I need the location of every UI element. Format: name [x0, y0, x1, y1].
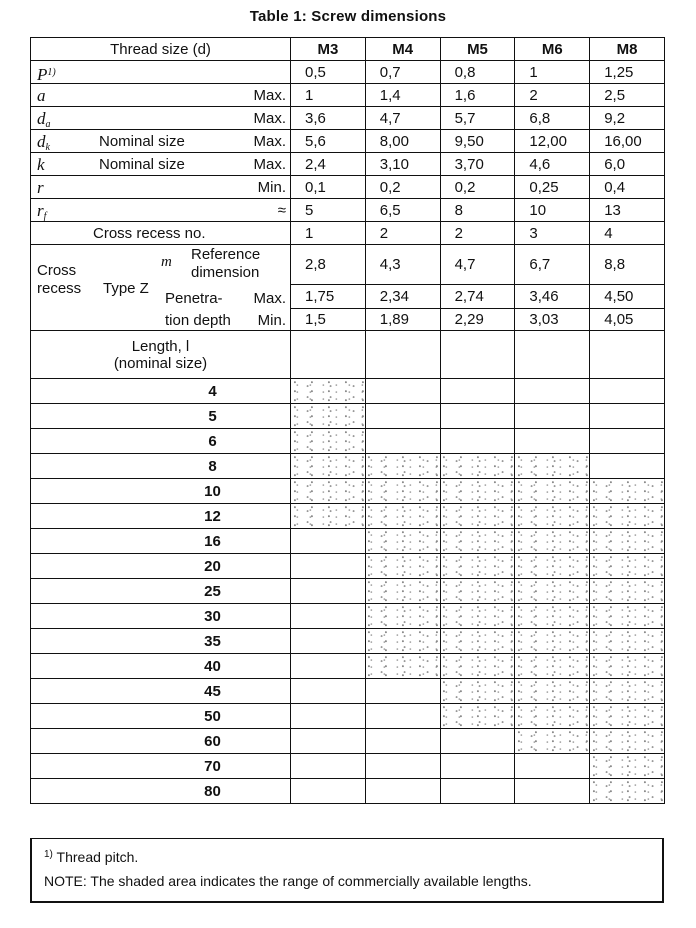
value-cell: 5,7 [440, 107, 515, 130]
value-cell: 1 [515, 61, 590, 84]
length-cell [515, 404, 590, 429]
empty-cell [440, 331, 515, 379]
size-header: M8 [590, 38, 665, 61]
length-row [31, 729, 665, 754]
available-length-cell [365, 554, 440, 579]
value-cell: 6,0 [590, 153, 665, 176]
available-length-cell [365, 504, 440, 529]
length-cell [291, 529, 366, 554]
length-cell [291, 629, 366, 654]
length-cell [365, 379, 440, 404]
max-label: Max. [253, 289, 286, 307]
value-cell: 2,34 [365, 285, 440, 309]
value-cell: 1 [291, 84, 366, 107]
value-cell: 2,29 [440, 309, 515, 331]
available-length-cell [515, 604, 590, 629]
value-cell: 1,75 [291, 285, 366, 309]
available-length-cell [590, 529, 665, 554]
length-cell [515, 754, 590, 779]
size-header: M4 [365, 38, 440, 61]
available-length-cell [515, 729, 590, 754]
available-length-cell [440, 479, 515, 504]
length-cell [515, 429, 590, 454]
value-cell: 4 [590, 222, 665, 245]
min-label: Min. [257, 311, 286, 329]
available-length-cell [590, 679, 665, 704]
value-cell: 4,50 [590, 285, 665, 309]
symbol-subscript: f [43, 211, 47, 222]
available-length-cell [515, 554, 590, 579]
length-cell [440, 754, 515, 779]
value-cell: 2,8 [291, 245, 366, 285]
length-row [31, 454, 665, 479]
value-cell: 5 [291, 199, 366, 222]
size-header: M5 [440, 38, 515, 61]
symbol-text: P [37, 65, 48, 84]
length-value: 16 [31, 529, 291, 554]
available-length-cell [590, 654, 665, 679]
reference-label-1: Reference [191, 246, 261, 263]
cross-recess-row [31, 309, 665, 331]
length-sublabel: (nominal size) [113, 354, 208, 372]
symbol-text: r [37, 201, 44, 220]
available-length-cell [291, 479, 366, 504]
value-cell: 0,4 [590, 176, 665, 199]
footnote-pitch [44, 849, 650, 865]
available-length-cell [590, 729, 665, 754]
cross-recess-label-2: recess [37, 280, 82, 297]
length-value: 70 [31, 754, 291, 779]
length-cell [365, 429, 440, 454]
available-length-cell [515, 704, 590, 729]
available-length-cell [440, 604, 515, 629]
value-cell: 2,5 [590, 84, 665, 107]
length-row [31, 679, 665, 704]
length-cell [291, 754, 366, 779]
symbol-text: a [37, 86, 46, 105]
length-cell [590, 429, 665, 454]
parameter-row [31, 176, 665, 199]
length-row [31, 479, 665, 504]
length-cell [515, 379, 590, 404]
length-value: 4 [31, 379, 291, 404]
cross-recess-row [31, 245, 665, 285]
available-length-cell [590, 629, 665, 654]
available-length-cell [590, 754, 665, 779]
value-cell: 0,1 [291, 176, 366, 199]
symbol-subscript: k [45, 142, 50, 153]
available-length-cell [291, 504, 366, 529]
size-header: M3 [291, 38, 366, 61]
length-value: 5 [31, 404, 291, 429]
value-cell: 9,50 [440, 130, 515, 153]
value-cell: 1,5 [291, 309, 366, 331]
footnote-text: Thread pitch. [56, 849, 139, 865]
value-cell: 1 [291, 222, 366, 245]
value-cell: 2 [440, 222, 515, 245]
length-value: 60 [31, 729, 291, 754]
value-cell: 9,2 [590, 107, 665, 130]
available-length-cell [515, 504, 590, 529]
parameter-symbol [37, 155, 45, 174]
available-length-cell [590, 554, 665, 579]
value-cell: 1,6 [440, 84, 515, 107]
available-length-cell [365, 654, 440, 679]
length-cell [365, 404, 440, 429]
available-length-cell [365, 604, 440, 629]
value-cell: 0,5 [291, 61, 366, 84]
empty-cell [291, 331, 366, 379]
value-cell: 2,74 [440, 285, 515, 309]
parameter-row [31, 84, 665, 107]
length-header-row [31, 331, 665, 379]
cross-recess-label-1: Cross [37, 262, 77, 279]
length-cell [365, 779, 440, 804]
cross-recess-row [31, 222, 665, 245]
length-row [31, 404, 665, 429]
symbol-text: d [37, 109, 46, 128]
value-cell: 13 [590, 199, 665, 222]
value-cell: 3,6 [291, 107, 366, 130]
parameter-label-cell [31, 84, 291, 107]
length-row [31, 579, 665, 604]
parameter-limit: Max. [253, 156, 286, 173]
value-cell: 1,4 [365, 84, 440, 107]
available-length-cell [590, 704, 665, 729]
footnotes [30, 838, 664, 903]
value-cell: 6,7 [515, 245, 590, 285]
value-cell: 4,6 [515, 153, 590, 176]
available-length-cell [440, 579, 515, 604]
available-length-cell [291, 404, 366, 429]
symbol-text: k [37, 155, 45, 174]
length-row [31, 629, 665, 654]
length-row [31, 379, 665, 404]
available-length-cell [365, 579, 440, 604]
available-length-cell [440, 454, 515, 479]
empty-cell [515, 331, 590, 379]
length-cell [291, 729, 366, 754]
length-value: 40 [31, 654, 291, 679]
symbol-subscript: a [45, 119, 51, 130]
length-cell [365, 704, 440, 729]
cross-recess-label-cell [31, 222, 291, 245]
length-cell [515, 779, 590, 804]
value-cell: 6,5 [365, 199, 440, 222]
value-cell: 4,3 [365, 245, 440, 285]
cross-recess-label-cell [31, 285, 291, 309]
value-cell: 4,05 [590, 309, 665, 331]
parameter-row [31, 61, 665, 84]
size-header: M6 [515, 38, 590, 61]
value-cell: 1,25 [590, 61, 665, 84]
cross-recess-row [31, 285, 665, 309]
value-cell: 4,7 [365, 107, 440, 130]
available-length-cell [291, 379, 366, 404]
value-cell: 0,2 [365, 176, 440, 199]
table-title: Table 1: Screw dimensions [249, 8, 447, 25]
parameter-symbol [37, 201, 46, 222]
header-row [31, 38, 665, 61]
value-cell: 2 [515, 84, 590, 107]
value-cell: 3,46 [515, 285, 590, 309]
available-length-cell [440, 554, 515, 579]
parameter-row [31, 199, 665, 222]
length-cell [590, 454, 665, 479]
available-length-cell [440, 629, 515, 654]
reference-label-2: dimension [191, 264, 260, 281]
length-cell [365, 679, 440, 704]
value-cell: 8 [440, 199, 515, 222]
value-cell: 1,89 [365, 309, 440, 331]
available-length-cell [291, 454, 366, 479]
length-cell [291, 679, 366, 704]
parameter-limit: Max. [253, 87, 286, 104]
available-length-cell [515, 579, 590, 604]
value-cell: 0,2 [440, 176, 515, 199]
thread-size-header [31, 38, 291, 61]
length-cell [291, 604, 366, 629]
footnote-mark: 1) [44, 849, 53, 860]
parameter-symbol [37, 109, 51, 130]
cross-recess-label-cell [31, 245, 291, 297]
value-cell: 3 [515, 222, 590, 245]
symbol-text: r [37, 178, 44, 197]
parameter-limit: Max. [253, 133, 286, 150]
parameter-limit: Min. [257, 179, 286, 196]
value-cell: 0,8 [440, 61, 515, 84]
cross-recess-label-cell [31, 309, 291, 331]
length-value: 45 [31, 679, 291, 704]
value-cell: 10 [515, 199, 590, 222]
available-length-cell [590, 604, 665, 629]
length-cell [440, 379, 515, 404]
available-length-cell [440, 654, 515, 679]
length-row [31, 779, 665, 804]
penetration-label-2: tion depth [165, 311, 231, 329]
available-length-cell [515, 479, 590, 504]
parameter-row [31, 130, 665, 153]
value-cell: 4,7 [440, 245, 515, 285]
length-value: 6 [31, 429, 291, 454]
available-length-cell [365, 629, 440, 654]
penetration-label-1: Penetra- [165, 289, 223, 307]
value-cell: 3,70 [440, 153, 515, 176]
available-length-cell [515, 454, 590, 479]
length-cell [365, 729, 440, 754]
length-row [31, 529, 665, 554]
length-value: 10 [31, 479, 291, 504]
length-value: 50 [31, 704, 291, 729]
available-length-cell [515, 654, 590, 679]
length-row [31, 429, 665, 454]
screw-dimensions-table [30, 37, 665, 804]
length-cell [291, 554, 366, 579]
value-cell: 2 [365, 222, 440, 245]
value-cell: 2,4 [291, 153, 366, 176]
available-length-cell [590, 579, 665, 604]
length-cell [440, 779, 515, 804]
parameter-symbol [37, 86, 46, 105]
symbol-superscript: 1) [47, 67, 56, 78]
length-row [31, 754, 665, 779]
length-value: 20 [31, 554, 291, 579]
length-header-cell [31, 331, 291, 379]
length-label: Length, l [131, 337, 190, 355]
available-length-cell [515, 679, 590, 704]
parameter-label-cell [31, 199, 291, 222]
type-z-label: Type Z [103, 280, 149, 297]
length-value: 8 [31, 454, 291, 479]
length-cell [440, 729, 515, 754]
parameter-row [31, 153, 665, 176]
parameter-label-cell [31, 176, 291, 199]
value-cell: 5,6 [291, 130, 366, 153]
parameter-limit: Max. [253, 110, 286, 127]
available-length-cell [440, 679, 515, 704]
length-cell [440, 429, 515, 454]
length-value: 35 [31, 629, 291, 654]
cross-recess-no-label: Cross recess no. [93, 225, 206, 242]
parameter-row [31, 107, 665, 130]
value-cell: 8,00 [365, 130, 440, 153]
length-value: 30 [31, 604, 291, 629]
parameter-label-cell [31, 107, 291, 130]
parameter-symbol [37, 178, 44, 197]
available-length-cell [515, 629, 590, 654]
available-length-cell [590, 504, 665, 529]
available-length-cell [440, 504, 515, 529]
length-row [31, 554, 665, 579]
value-cell: 0,7 [365, 61, 440, 84]
available-length-cell [291, 429, 366, 454]
parameter-symbol [37, 63, 56, 84]
length-cell [291, 654, 366, 679]
length-cell [291, 579, 366, 604]
length-value: 25 [31, 579, 291, 604]
parameter-label-cell [31, 130, 291, 153]
value-cell: 3,10 [365, 153, 440, 176]
empty-cell [590, 331, 665, 379]
empty-cell [365, 331, 440, 379]
parameter-description: Nominal size [99, 156, 185, 173]
available-length-cell [440, 529, 515, 554]
length-row [31, 654, 665, 679]
value-cell: 16,00 [590, 130, 665, 153]
value-cell: 8,8 [590, 245, 665, 285]
parameter-limit: ≈ [277, 202, 286, 219]
available-length-cell [590, 779, 665, 804]
symbol-text: d [37, 132, 46, 151]
thread-size-label: Thread size (d) [110, 40, 211, 58]
length-row [31, 704, 665, 729]
length-cell [291, 779, 366, 804]
footnote-note: NOTE: The shaded area indicates the range of commercially available lengths. [44, 873, 532, 889]
value-cell: 6,8 [515, 107, 590, 130]
length-row [31, 604, 665, 629]
length-cell [590, 379, 665, 404]
value-cell: 12,00 [515, 130, 590, 153]
parameter-symbol [37, 132, 50, 153]
length-cell [440, 404, 515, 429]
length-cell [590, 404, 665, 429]
available-length-cell [440, 704, 515, 729]
available-length-cell [365, 479, 440, 504]
value-cell: 0,25 [515, 176, 590, 199]
parameter-label-cell [31, 61, 291, 84]
available-length-cell [515, 529, 590, 554]
m-symbol: m [161, 254, 172, 270]
length-value: 12 [31, 504, 291, 529]
value-cell: 3,03 [515, 309, 590, 331]
length-row [31, 504, 665, 529]
length-cell [365, 754, 440, 779]
length-cell [291, 704, 366, 729]
parameter-description: Nominal size [99, 133, 185, 150]
length-value: 80 [31, 779, 291, 804]
available-length-cell [365, 529, 440, 554]
available-length-cell [590, 479, 665, 504]
parameter-label-cell [31, 153, 291, 176]
available-length-cell [365, 454, 440, 479]
